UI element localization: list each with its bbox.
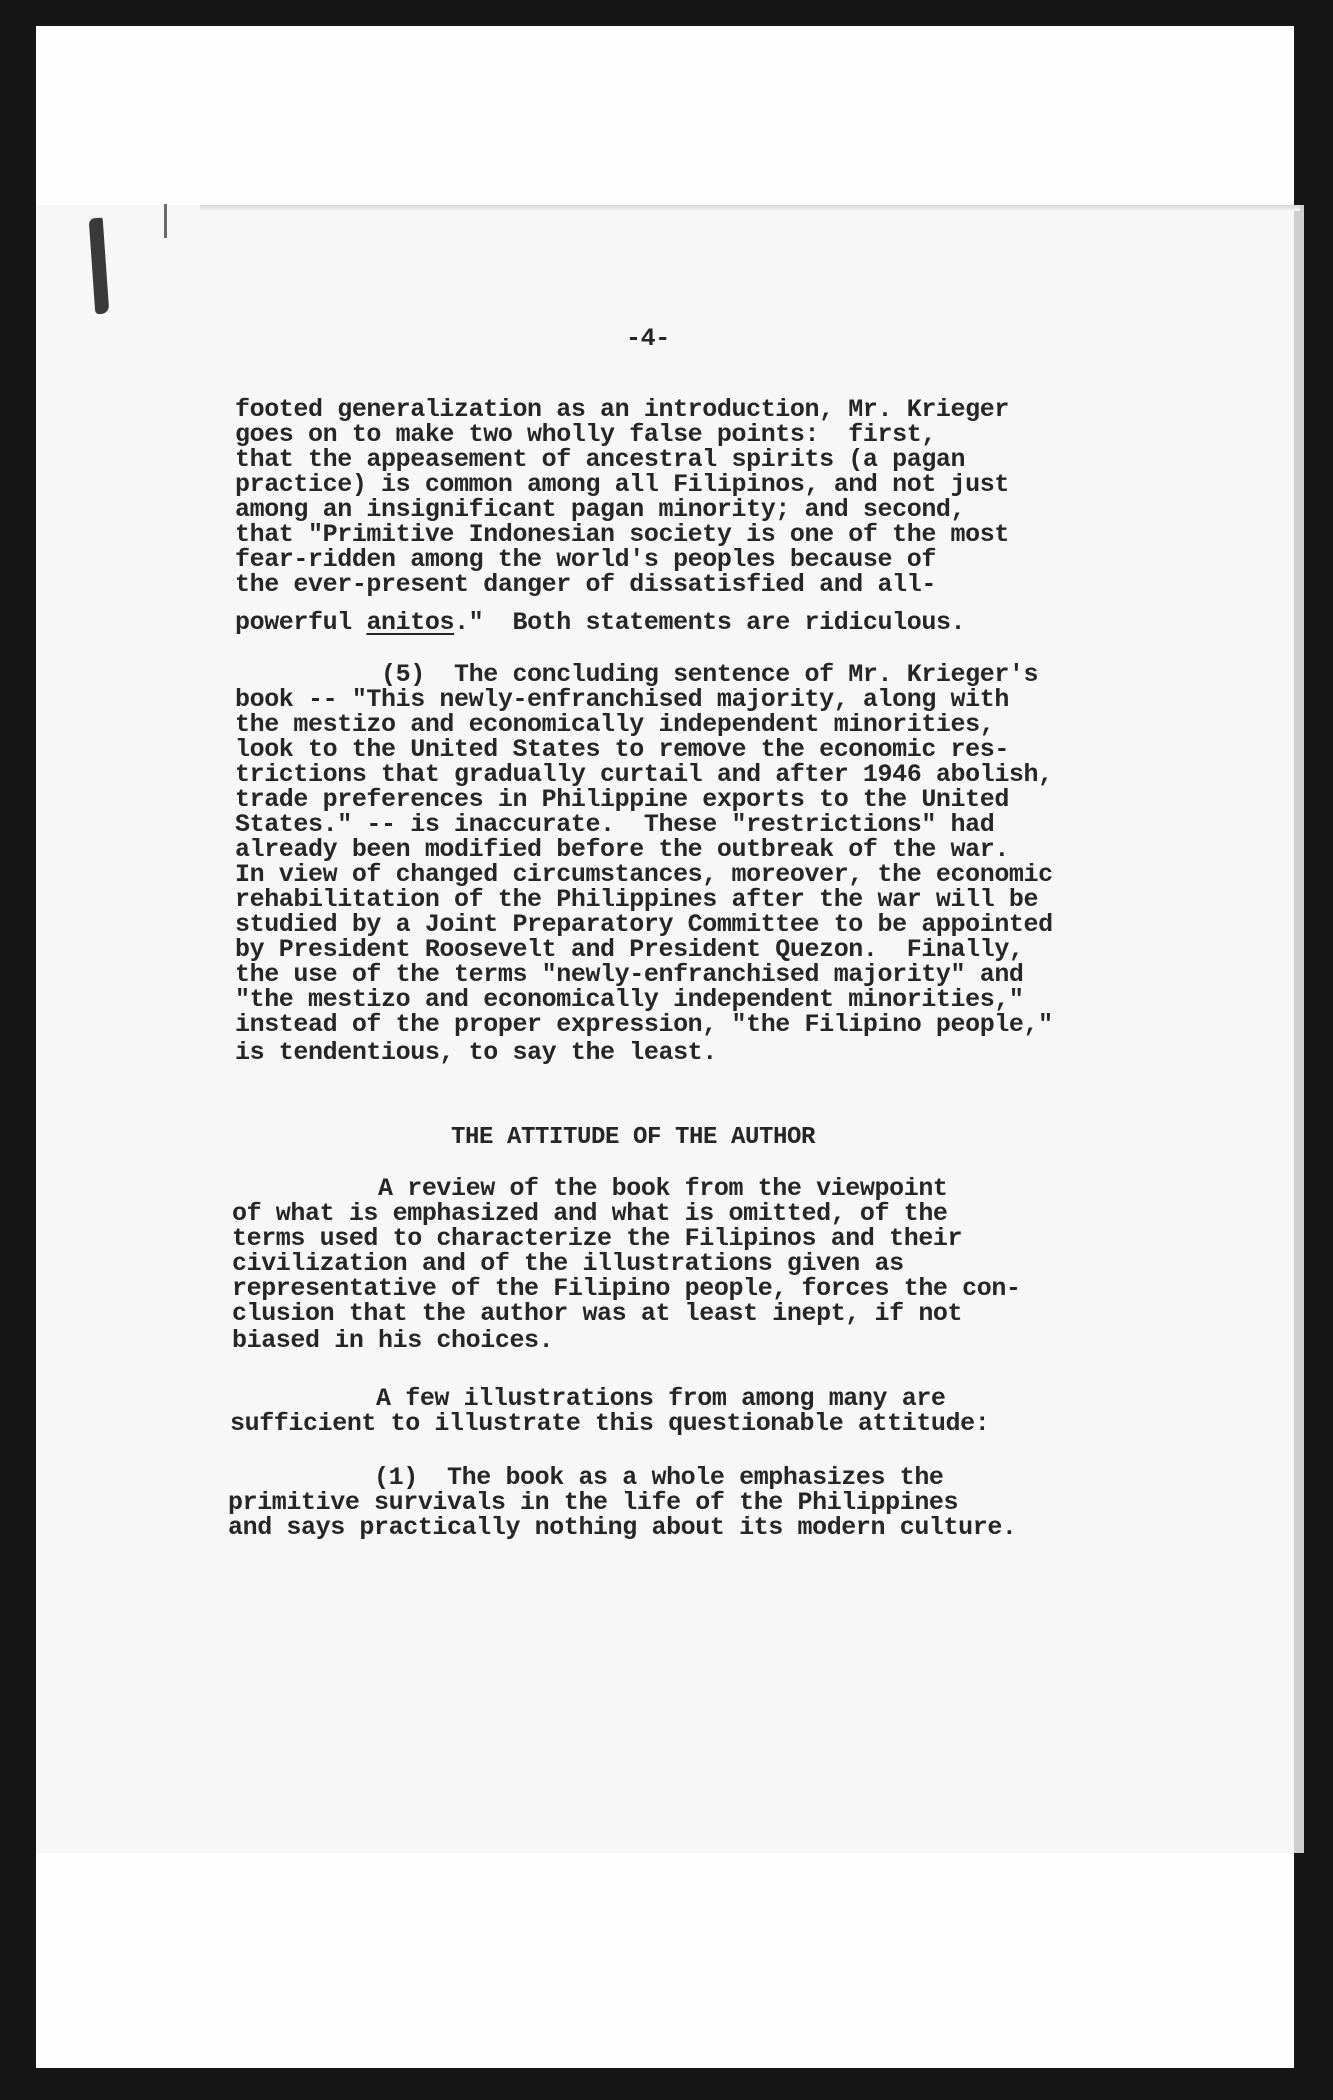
paragraph-1-line: goes on to make two wholly false points: first, [235, 420, 936, 449]
page-number: -4- [626, 324, 670, 353]
paragraph-2-line: by President Roosevelt and President Quezon. Finally, [235, 935, 1024, 964]
paragraph-5-line: primitive survivals in the life of the Philippines [228, 1488, 959, 1517]
paragraph-4-line: sufficient to illustrate this questionable attitude: [230, 1409, 990, 1438]
paragraph-1-line: that the appeasement of ancestral spirits (a pagan [235, 445, 966, 474]
paragraph-2-line: the use of the terms "newly-enfranchised majority" and [235, 960, 1024, 989]
paragraph-3-line: biased in his choices. [232, 1326, 554, 1355]
paragraph-2-line: book -- "This newly-enfranchised majority, along with [235, 685, 1009, 714]
paragraph-2-line: the mestizo and economically independent minorities, [235, 710, 995, 739]
paragraph-5-line: (1) The book as a whole emphasizes the [228, 1463, 944, 1492]
paragraph-3-line: A review of the book from the viewpoint [232, 1174, 948, 1203]
paragraph-4-line: A few illustrations from among many are [230, 1384, 946, 1413]
paragraph-1-line: that "Primitive Indonesian society is one of the most [235, 520, 1009, 549]
section-heading: THE ATTITUDE OF THE AUTHOR [451, 1124, 816, 1151]
paragraph-1-line: practice) is common among all Filipinos, and not just [235, 470, 1009, 499]
paragraph-2-line: is tendentious, to say the least. [235, 1038, 717, 1067]
paragraph-2-line: instead of the proper expression, "the Filipino people," [235, 1010, 1053, 1039]
paragraph-1-line: fear-ridden among the world's peoples because of [235, 545, 936, 574]
paragraph-2-line: look to the United States to remove the economic res- [235, 735, 1009, 764]
paragraph-5-line: and says practically nothing about its modern culture. [228, 1513, 1017, 1542]
paragraph-3-line: representative of the Filipino people, forces the con- [232, 1274, 1021, 1303]
paragraph-3-line: civilization and of the illustrations given as [232, 1249, 904, 1278]
last-line-text: ." Both statements are ridiculous. [454, 608, 966, 637]
paragraph-2-line: studied by a Joint Preparatory Committee to be appointed [235, 910, 1053, 939]
paragraph-1-last-line [235, 610, 965, 635]
paragraph-2-line: already been modified before the outbreak of the war. [235, 835, 1009, 864]
paragraph-1-line: among an insignificant pagan minority; and second, [235, 495, 966, 524]
paragraph-2-line: In view of changed circumstances, moreover, the economic [235, 860, 1053, 889]
paragraph-2-line: trictions that gradually curtail and after 1946 abolish, [235, 760, 1053, 789]
last-line-text: powerful [235, 608, 367, 637]
paragraph-2-line: trade preferences in Philippine exports to the United [235, 785, 1009, 814]
underlined-term: anitos [366, 608, 455, 637]
paragraph-3-line: of what is emphasized and what is omitted, of the [232, 1199, 948, 1228]
paragraph-2-line: States." -- is inaccurate. These "restrictions" had [235, 810, 995, 839]
paragraph-2-line: rehabilitation of the Philippines after the war will be [235, 885, 1039, 914]
paragraph-1-line: the ever-present danger of dissatisfied and all- [235, 570, 936, 599]
paragraph-2-line: (5) The concluding sentence of Mr. Krieger's [235, 660, 1039, 689]
paragraph-3-line: terms used to characterize the Filipinos and their [232, 1224, 963, 1253]
paragraph-1-line: footed generalization as an introduction, Mr. Krieger [235, 395, 1009, 424]
paragraph-2-line: "the mestizo and economically independent minorities," [235, 985, 1024, 1014]
paragraph-3-line: clusion that the author was at least inept, if not [232, 1299, 963, 1328]
